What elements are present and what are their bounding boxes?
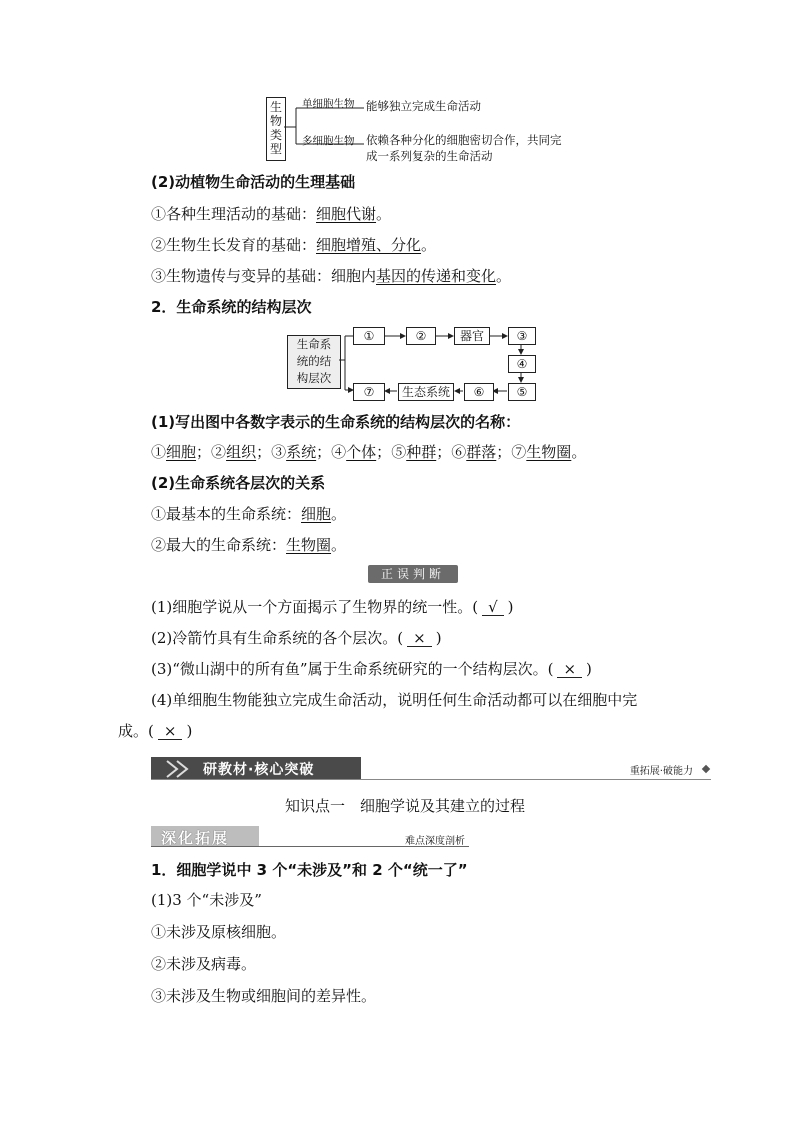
judge-2: (2)冷箭竹具有生命系统的各个层次。( × ) (151, 629, 442, 647)
section-banner (151, 757, 711, 781)
deep-banner-title: 深化拓展 (161, 829, 230, 847)
deep-banner (151, 826, 469, 848)
node-7: ⑦ (353, 383, 385, 401)
rel-2: ②最大的生命系统：生物圈。 (151, 536, 347, 554)
node-1: ① (353, 327, 385, 345)
item-2: ②未涉及病毒。 (151, 955, 257, 973)
node-3: ③ (508, 327, 536, 345)
item-3: ③未涉及生物或细胞间的差异性。 (151, 987, 377, 1005)
single-cell-label: 单细胞生物 (302, 98, 355, 110)
judge-4-line1: (4)单细胞生物能独立完成生命活动，说明任何生命活动都可以在细胞中完 (151, 691, 638, 709)
section-banner-right: 重拓展·破能力 (629, 766, 693, 777)
node-organ: 器官 (454, 327, 490, 345)
multi-cell-label: 多细胞生物 (302, 135, 355, 147)
judge-4-line2: 成。( × ) (118, 722, 193, 740)
para-1: 1．细胞学说中 3 个“未涉及”和 2 个“统一了” (151, 861, 468, 879)
node-5: ⑤ (508, 383, 536, 401)
q1-title: (1)写出图中各数字表示的生命系统的结构层次的名称： (151, 413, 521, 431)
node-6: ⑥ (464, 383, 494, 401)
hierarchy-main-box: 生命系统的结构层次 (287, 335, 341, 389)
multi-cell-desc-2: 成一系列复杂的生命活动 (366, 149, 493, 163)
q2-title: (2)生命系统各层次的关系 (151, 474, 326, 492)
single-cell-desc: 能够独立完成生命活动 (366, 99, 481, 113)
levels-answer: ①细胞；②组织；③系统；④个体；⑤种群；⑥群落；⑦生物圈。 (151, 443, 587, 461)
basis-2: ②生物生长发育的基础：细胞增殖、分化。 (151, 236, 437, 254)
heading-2: 2．生命系统的结构层次 (151, 298, 312, 316)
section-banner-title: 研教材·核心突破 (203, 762, 315, 778)
section-2-title: (2)动植物生命活动的生理基础 (151, 173, 356, 191)
bio-type-label: 生物类型 (270, 100, 283, 156)
multi-cell-desc-1: 依赖各种分化的细胞密切合作，共同完 (366, 133, 562, 147)
deep-banner-right: 难点深度剖析 (405, 836, 465, 847)
node-2: ② (406, 327, 436, 345)
rel-1: ①最基本的生命系统：细胞。 (151, 505, 347, 523)
judge-1: (1)细胞学说从一个方面揭示了生物界的统一性。( √ ) (151, 598, 514, 616)
node-ecosystem: 生态系统 (398, 383, 454, 401)
basis-3: ③生物遗传与变异的基础：细胞内基因的传递和变化。 (151, 267, 512, 285)
diamond-icon (702, 765, 710, 773)
item-1: ①未涉及原核细胞。 (151, 923, 287, 941)
knowledge-point-title: 知识点一 细胞学说及其建立的过程 (285, 797, 526, 815)
judge-banner: 正误判断 (368, 565, 458, 583)
judge-3: (3)“微山湖中的所有鱼”属于生命系统研究的一个结构层次。( × ) (151, 660, 592, 678)
para-2: (1)3 个“未涉及” (151, 891, 262, 909)
bio-type-box (266, 97, 286, 161)
basis-1: ①各种生理活动的基础：细胞代谢。 (151, 205, 392, 223)
node-4: ④ (508, 355, 536, 373)
